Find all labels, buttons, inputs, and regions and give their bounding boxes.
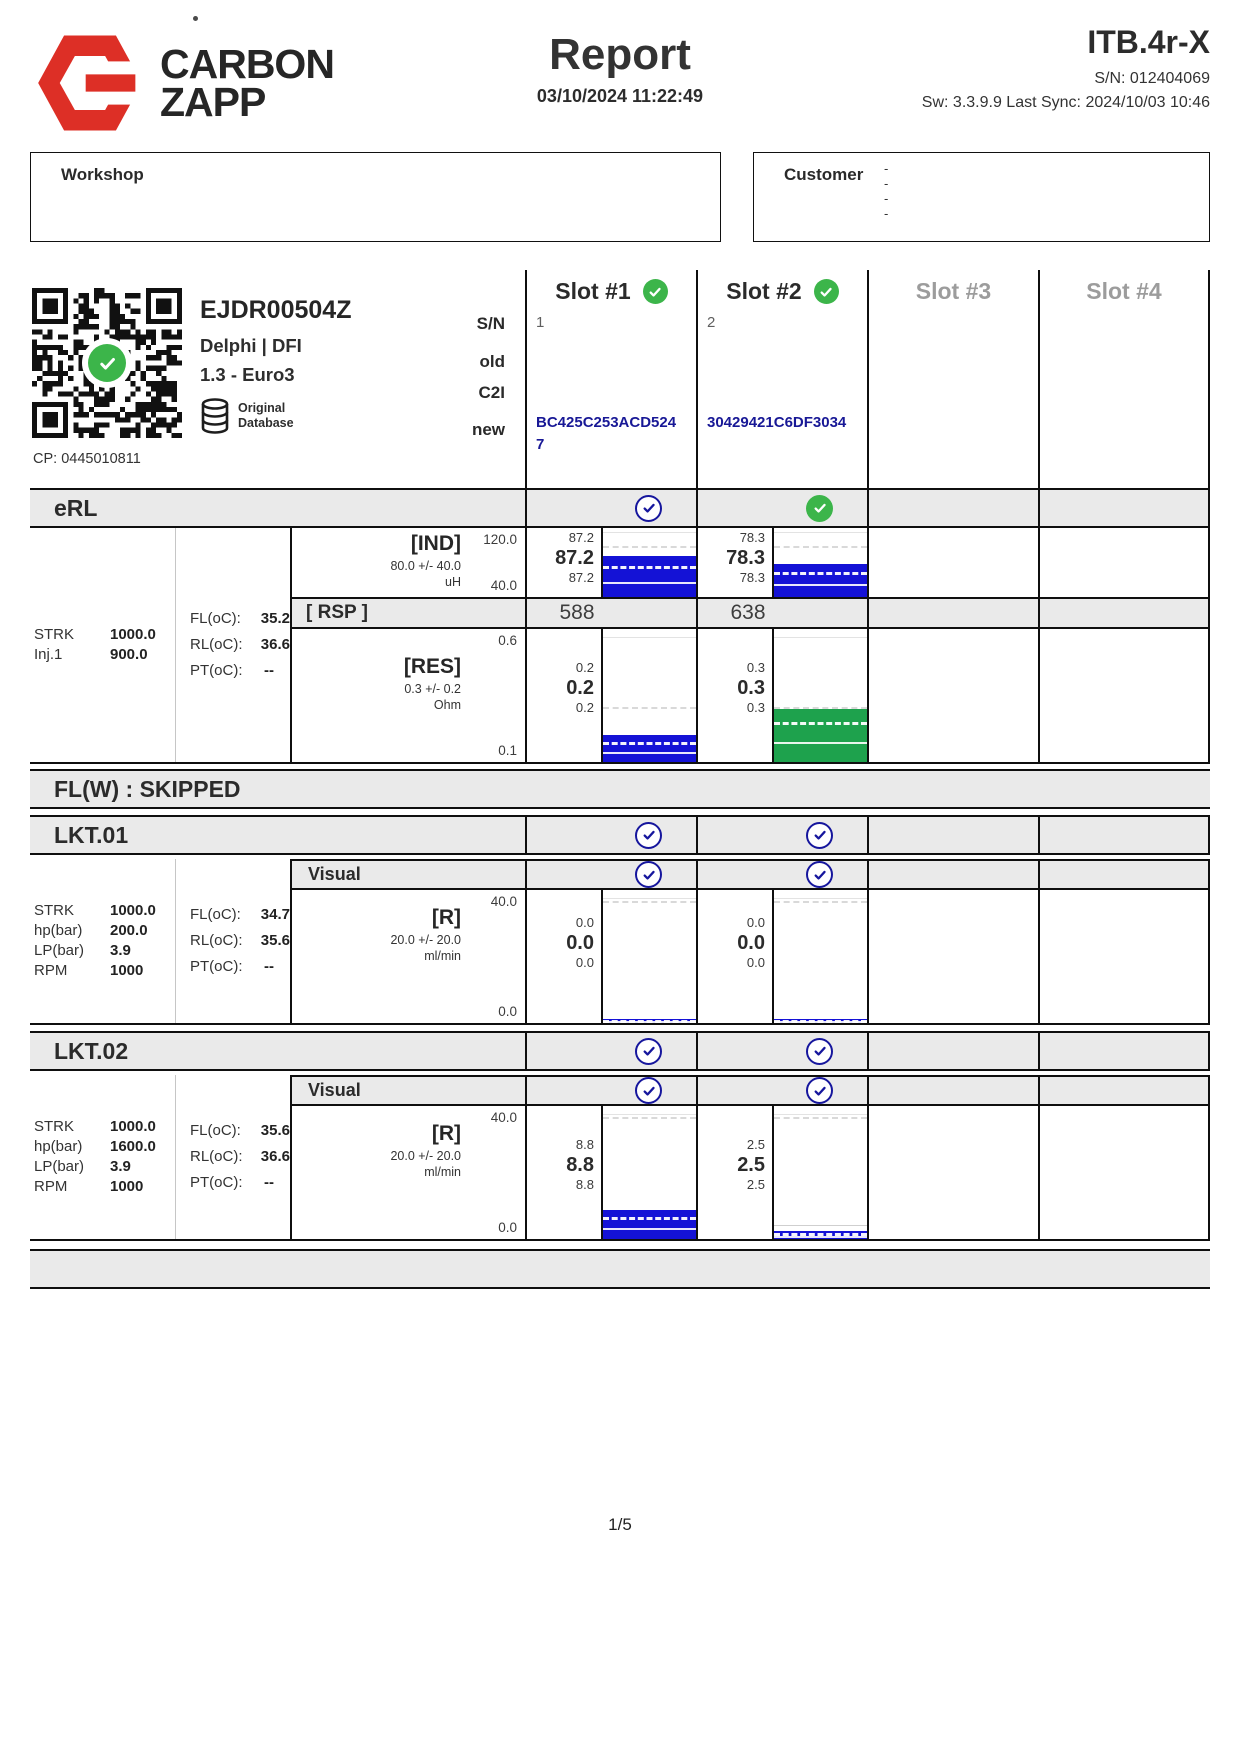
value-max: 8.8 [575, 1176, 594, 1192]
lkt02-slot-1-values [527, 1098, 601, 1231]
slot-4-header [1040, 278, 1208, 305]
brand [36, 28, 334, 138]
temp-label: RL(oC): [190, 932, 243, 949]
lkt01-section-band [30, 815, 1210, 855]
lkt02-slot-2-values [698, 1098, 772, 1231]
lkt01-r-param-box [290, 890, 525, 1023]
workshop-box [30, 152, 721, 242]
res-label: [RES] [403, 655, 461, 678]
res-scale-min: 0.1 [498, 743, 517, 758]
param-label: STRK [34, 902, 75, 919]
value-min: 2.5 [746, 1136, 765, 1152]
value-min: 78.3 [739, 530, 765, 545]
value-avg: 78.3 [726, 547, 765, 569]
database-badge [200, 398, 351, 434]
header [30, 0, 1210, 150]
r-scale-min: 0.0 [498, 1220, 517, 1235]
lkt01-visual-slot-1-check-icon [635, 861, 662, 888]
param-value: 200.0 [110, 922, 148, 939]
erl-title: eRL [54, 494, 98, 521]
rsp-label: [ RSP ] [290, 597, 525, 629]
rsp-slot-3-empty [867, 597, 1038, 629]
lkt01-visual-label: Visual [290, 859, 525, 890]
param-value: 1000 [110, 962, 144, 979]
slot-1-new-sn [536, 412, 676, 456]
value-min: 0.0 [575, 914, 594, 930]
value-min: 0.0 [746, 914, 765, 930]
lkt02-slot-3-empty [867, 1106, 1038, 1239]
temp-value: 36.6 [260, 1148, 290, 1165]
param-label: Inj.1 [34, 646, 63, 663]
temp-value: -- [264, 1174, 274, 1191]
device-sw-sync: Sw: 3.3.9.9 Last Sync: 2024/10/03 10:46 [921, 94, 1210, 111]
res-unit: Ohm [433, 698, 461, 712]
param-value: 1000.0 [110, 902, 156, 919]
lkt01-slot-1 [525, 890, 696, 1023]
value-min: 8.8 [575, 1136, 594, 1152]
temp-label: RL(oC): [190, 1148, 243, 1165]
temp-label: FL(oC): [190, 610, 241, 627]
lkt02-slot-1-status [525, 1033, 696, 1069]
value-avg: 0.0 [737, 931, 765, 954]
lkt02-body [30, 1075, 1210, 1241]
lkt01-slot-2-bar [772, 890, 867, 1023]
lkt01-slot-2-check-icon [806, 822, 833, 849]
erl-temps [175, 528, 290, 762]
slot-1-check-icon [643, 279, 668, 304]
res-slot-2-values [698, 621, 772, 754]
page-title: Report [549, 30, 691, 79]
carbonzapp-logo-icon [36, 28, 144, 138]
r-tolerance: 20.0 +/- 20.0 [390, 1149, 461, 1163]
res-param-box [290, 629, 525, 762]
lkt02-r-param-box [290, 1106, 525, 1239]
res-slot-1 [525, 629, 696, 762]
lkt02-slot-2 [696, 1106, 867, 1239]
slot-1-sn-line1: BC425C253ACD524 [536, 414, 677, 431]
brand-line1: CARBON [160, 40, 334, 87]
slot-3-id-cell [867, 270, 1038, 488]
r-tolerance: 20.0 +/- 20.0 [390, 933, 461, 947]
lkt01-slot-4-status [1038, 817, 1210, 853]
lkt01-title: LKT.01 [54, 821, 129, 848]
param-label: LP(bar) [34, 942, 85, 959]
param-value: 1000.0 [110, 626, 156, 643]
ind-tolerance: 80.0 +/- 40.0 [390, 559, 461, 573]
lkt01-slot-2-status [696, 817, 867, 853]
injector-cp: CP: 0445010811 [33, 451, 141, 467]
ind-slot-3-empty [867, 528, 1038, 597]
temp-label: FL(oC): [190, 1122, 241, 1139]
temp-value: -- [264, 662, 274, 679]
temp-label: RL(oC): [190, 636, 243, 653]
lkt01-slot-1-check-icon [635, 822, 662, 849]
res-tolerance: 0.3 +/- 0.2 [404, 682, 461, 696]
lkt01-visual-slot-4 [1038, 859, 1210, 890]
lkt02-slot-2-status [696, 1033, 867, 1069]
value-max: 0.3 [746, 699, 765, 715]
customer-line: - [884, 176, 889, 191]
value-avg: 8.8 [566, 1153, 594, 1176]
device-serial: S/N: 012404069 [1094, 70, 1210, 87]
customer-line: - [884, 161, 889, 176]
lkt02-params [30, 1075, 175, 1239]
lkt02-visual-slot-1-check-icon [635, 1077, 662, 1104]
value-max: 2.5 [746, 1176, 765, 1192]
report-title-block [537, 30, 703, 107]
customer-label: Customer [784, 165, 864, 184]
rsp-value: 588 [559, 601, 595, 624]
injector-id-row [30, 270, 1210, 488]
erl-slot-3-status [867, 490, 1038, 526]
value-max: 78.3 [739, 570, 765, 585]
erl-params [30, 528, 175, 762]
customer-line: - [884, 191, 889, 206]
device-model: ITB.4r-X [1087, 24, 1210, 60]
lkt01-body [30, 859, 1210, 1025]
r-scale-min: 0.0 [498, 1004, 517, 1019]
database-badge-text [238, 401, 294, 431]
ind-slot-4-empty [1038, 528, 1210, 597]
slot-1-header [527, 278, 696, 305]
ind-scale-max: 120.0 [483, 532, 517, 547]
lkt02-visual-slot-3 [867, 1075, 1038, 1106]
lkt01-slot-3-empty [867, 890, 1038, 1023]
ind-scale-min: 40.0 [490, 578, 517, 593]
report-datetime: 03/10/2024 11:22:49 [536, 86, 704, 106]
param-value: 900.0 [110, 646, 148, 663]
value-max: 87.2 [568, 570, 594, 585]
lkt01-slot-2-values [698, 876, 772, 1009]
lkt02-slot-2-check-icon [806, 1038, 833, 1065]
injector-info [30, 270, 525, 488]
res-slot-3-empty [867, 629, 1038, 762]
lkt02-slot-3-status [867, 1033, 1038, 1069]
label-old: old [479, 352, 505, 371]
lkt01-params [30, 859, 175, 1023]
lkt01-slot-1-bar [601, 890, 696, 1023]
injector-make: Delphi | DFI [200, 335, 302, 356]
database-icon [200, 398, 230, 434]
lkt02-visual-slot-2-check-icon [806, 1077, 833, 1104]
footer-band [30, 1249, 1210, 1289]
slot-2-header [698, 278, 867, 305]
temp-value: 36.6 [260, 636, 290, 653]
qr-check-icon [88, 344, 126, 382]
ind-slot-2-bar [772, 528, 867, 597]
param-value: 1000 [110, 1178, 144, 1195]
customer-box [753, 152, 1210, 242]
ind-param-box [290, 528, 525, 597]
r-scale-max: 40.0 [490, 894, 517, 909]
device-block [922, 24, 1210, 112]
param-label: RPM [34, 962, 68, 979]
page-number: 1/5 [608, 1515, 632, 1534]
res-slot-1-bar [601, 629, 696, 762]
customer-line: - [884, 206, 889, 221]
param-value: 3.9 [110, 942, 131, 959]
lkt02-slot-2-bar [772, 1106, 867, 1239]
rsp-slot-4-empty [1038, 597, 1210, 629]
temp-value: 35.6 [260, 932, 290, 949]
dot-artifact [193, 16, 198, 21]
lkt01-slot-1-values [527, 876, 601, 1009]
brand-text [160, 40, 334, 125]
param-label: STRK [34, 626, 75, 643]
ind-slot-1-values [527, 528, 601, 597]
lkt01-slot-1-status [525, 817, 696, 853]
param-label: RPM [34, 1178, 68, 1195]
erl-body [30, 528, 1210, 764]
temp-value: 35.6 [260, 1122, 290, 1139]
brand-line2: ZAPP [160, 79, 266, 125]
r-label: [R] [431, 1122, 461, 1145]
r-scale-max: 40.0 [490, 1110, 517, 1125]
temp-value: -- [264, 958, 274, 975]
label-sn: S/N [476, 314, 505, 333]
param-label: STRK [34, 1118, 75, 1135]
temp-label: PT(oC): [190, 958, 243, 975]
param-label: hp(bar) [34, 1138, 83, 1155]
slot-2-index: 2 [707, 314, 716, 331]
value-max: 0.2 [575, 699, 594, 715]
res-slot-2 [696, 629, 867, 762]
slot-3-header [869, 278, 1038, 305]
slot-1-label: Slot #1 [555, 278, 631, 304]
value-min: 0.2 [575, 659, 594, 675]
lkt02-slot-1-check-icon [635, 1038, 662, 1065]
injector-euro: 1.3 - Euro3 [200, 364, 295, 385]
flw-section-band [30, 769, 1210, 809]
value-max: 0.0 [575, 954, 594, 970]
lkt01-temps [175, 859, 290, 1023]
slot-1-index: 1 [536, 314, 545, 331]
temp-label: PT(oC): [190, 662, 243, 679]
erl-slot-2-status [696, 490, 867, 526]
temp-label: FL(oC): [190, 906, 241, 923]
workshop-label: Workshop [61, 165, 144, 184]
param-label: hp(bar) [34, 922, 83, 939]
ind-unit: uH [445, 575, 461, 589]
slot-2-label: Slot #2 [726, 278, 802, 304]
slot-3-label: Slot #3 [915, 278, 992, 304]
value-avg: 87.2 [555, 547, 594, 569]
value-avg: 2.5 [737, 1153, 765, 1176]
erl-slot-1-check-icon [635, 495, 662, 522]
qr-code [32, 288, 182, 438]
lkt02-slot-4-empty [1038, 1106, 1210, 1239]
lkt02-slot-4-status [1038, 1033, 1210, 1069]
value-min: 0.3 [746, 659, 765, 675]
ind-slot-1 [525, 528, 696, 597]
lkt02-section-band [30, 1031, 1210, 1071]
slot-2-check-icon [814, 279, 839, 304]
res-scale-max: 0.6 [498, 633, 517, 648]
slot-2-sn-line1: 30429421C6DF3034 [707, 414, 847, 431]
lkt02-visual-label: Visual [290, 1075, 525, 1106]
customer-lines [884, 161, 888, 221]
slot-1-id-cell [525, 270, 696, 488]
value-avg: 0.0 [566, 931, 594, 954]
lkt01-visual-slot-2-check-icon [806, 861, 833, 888]
lkt02-visual-slot-4 [1038, 1075, 1210, 1106]
param-value: 3.9 [110, 1158, 131, 1175]
temp-value: 34.7 [260, 906, 290, 923]
info-boxes [30, 152, 1210, 242]
temp-value: 35.2 [260, 610, 290, 627]
param-value: 1600.0 [110, 1138, 156, 1155]
database-badge-top: Original [238, 401, 286, 415]
res-slot-1-values [527, 621, 601, 754]
label-c2i: C2I [478, 383, 505, 402]
value-min: 87.2 [568, 530, 594, 545]
ind-slot-2 [696, 528, 867, 597]
lkt02-temps [175, 1075, 290, 1239]
lkt01-slot-2 [696, 890, 867, 1023]
lkt01-slot-3-status [867, 817, 1038, 853]
erl-slot-1-status [525, 490, 696, 526]
value-avg: 0.2 [566, 676, 594, 699]
lkt02-slot-1-bar [601, 1106, 696, 1239]
temp-label: PT(oC): [190, 1174, 243, 1191]
ind-label: [IND] [410, 532, 461, 555]
slot-4-label: Slot #4 [1086, 278, 1162, 304]
slot-4-id-cell [1038, 270, 1210, 488]
slot-2-id-cell [696, 270, 867, 488]
value-avg: 0.3 [737, 676, 765, 699]
rsp-value: 638 [730, 601, 766, 624]
erl-slot-2-check-icon [806, 495, 833, 522]
label-new: new [471, 420, 505, 439]
database-badge-bottom: Database [238, 416, 294, 430]
r-unit: ml/min [424, 1165, 461, 1179]
r-unit: ml/min [424, 949, 461, 963]
ind-slot-2-values [698, 528, 772, 597]
param-label: LP(bar) [34, 1158, 85, 1175]
res-slot-4-empty [1038, 629, 1210, 762]
r-label: [R] [431, 906, 461, 929]
erl-section-band [30, 488, 1210, 528]
lkt01-slot-4-empty [1038, 890, 1210, 1023]
lkt02-slot-1 [525, 1106, 696, 1239]
flw-title: FL(W) : SKIPPED [54, 775, 241, 802]
slot-1-sn-line2: 7 [536, 436, 545, 453]
ind-slot-1-bar [601, 528, 696, 597]
value-max: 0.0 [746, 954, 765, 970]
injector-code-block [200, 296, 351, 434]
param-value: 1000.0 [110, 1118, 156, 1135]
slot-2-new-sn [707, 412, 846, 434]
lkt02-title: LKT.02 [54, 1037, 129, 1064]
res-slot-2-bar [772, 629, 867, 762]
erl-slot-4-status [1038, 490, 1210, 526]
lkt01-visual-slot-3 [867, 859, 1038, 890]
injector-code: EJDR00504Z [200, 296, 352, 324]
